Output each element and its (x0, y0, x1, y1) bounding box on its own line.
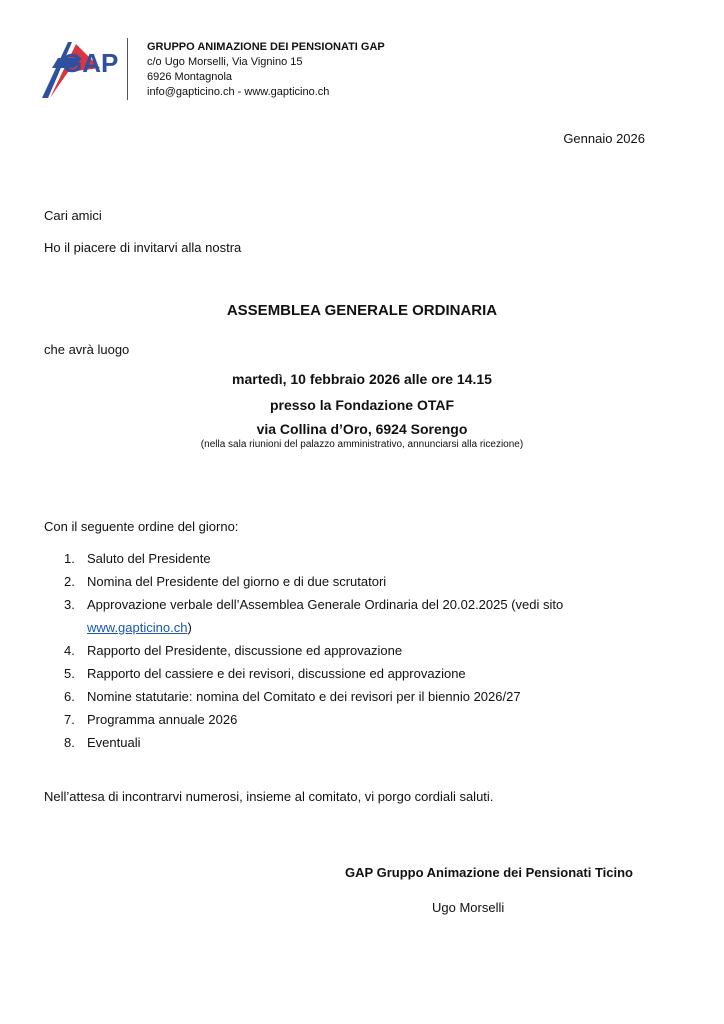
organization-name: GRUPPO ANIMAZIONE DEI PENSIONATI GAP (147, 41, 385, 53)
agenda-item (64, 708, 664, 731)
agenda-item (64, 662, 664, 685)
meeting-address: via Collina d’Oro, 6924 Sorengo (256, 421, 468, 437)
agenda-item (64, 685, 664, 708)
intro-text: Ho il piacere di invitarvi alla nostra (44, 240, 242, 255)
agenda-number: 3. (64, 597, 75, 612)
closing-text: Nell’attesa di incontrarvi numerosi, insieme al comitato, vi porgo cordiali saluti. (44, 789, 494, 804)
agenda-text: Saluto del Presidente (87, 551, 211, 566)
agenda-number: 7. (64, 712, 75, 727)
agenda-number: 8. (64, 735, 75, 750)
signature-organization: GAP Gruppo Animazione dei Pensionati Ticino (345, 865, 633, 880)
agenda-text-suffix: ) (187, 620, 192, 635)
assembly-title: ASSEMBLEA GENERALE ORDINARIA (226, 302, 498, 319)
meeting-datetime: martedì, 10 febbraio 2026 alle ore 14.15 (232, 371, 492, 387)
agenda-number: 6. (64, 689, 75, 704)
agenda-list (64, 547, 664, 754)
agenda-text: Approvazione verbale dell’Assemblea Generale Ordinaria del 20.02.2025 (vedi sito (87, 597, 564, 612)
organization-block (147, 40, 385, 100)
website-link[interactable]: www.gapticino.ch (87, 620, 188, 635)
gap-logo (38, 38, 118, 102)
contact-line: info@gapticino.ch - www.gapticino.ch (147, 86, 330, 98)
address-line-1: c/o Ugo Morselli, Via Vignino 15 (147, 56, 303, 68)
agenda-item (64, 570, 664, 593)
agenda-text: Nomina del Presidente del giorno e di due scrutatori (87, 574, 387, 589)
agenda-text: Eventuali (87, 735, 141, 750)
agenda-item (64, 731, 664, 754)
header-divider (127, 38, 128, 100)
agenda-number: 4. (64, 643, 75, 658)
agenda-intro: Con il seguente ordine del giorno: (44, 519, 239, 534)
agenda-item (64, 639, 664, 662)
agenda-number: 2. (64, 574, 75, 589)
agenda-text: Nomine statutarie: nomina del Comitato e dei revisori per il biennio 2026/27 (87, 689, 521, 704)
venue-note: (nella sala riunioni del palazzo amministrativo, annunciarsi alla ricezione) (200, 439, 524, 450)
meeting-venue: presso la Fondazione OTAF (269, 397, 455, 413)
address-line-2: 6926 Montagnola (147, 71, 233, 83)
signer-name: Ugo Morselli (432, 900, 505, 915)
agenda-item (64, 593, 664, 639)
agenda-text: Programma annuale 2026 (87, 712, 238, 727)
agenda-number: 1. (64, 551, 75, 566)
greeting: Cari amici (44, 208, 102, 223)
agenda-number: 5. (64, 666, 75, 681)
agenda-item (64, 547, 664, 570)
agenda-text: Rapporto del cassiere e dei revisori, discussione ed approvazione (87, 666, 466, 681)
letter-date: Gennaio 2026 (563, 131, 645, 146)
agenda-text: Rapporto del Presidente, discussione ed approvazione (87, 643, 403, 658)
when-intro: che avrà luogo (44, 342, 130, 357)
svg-text:GAP: GAP (62, 48, 118, 78)
